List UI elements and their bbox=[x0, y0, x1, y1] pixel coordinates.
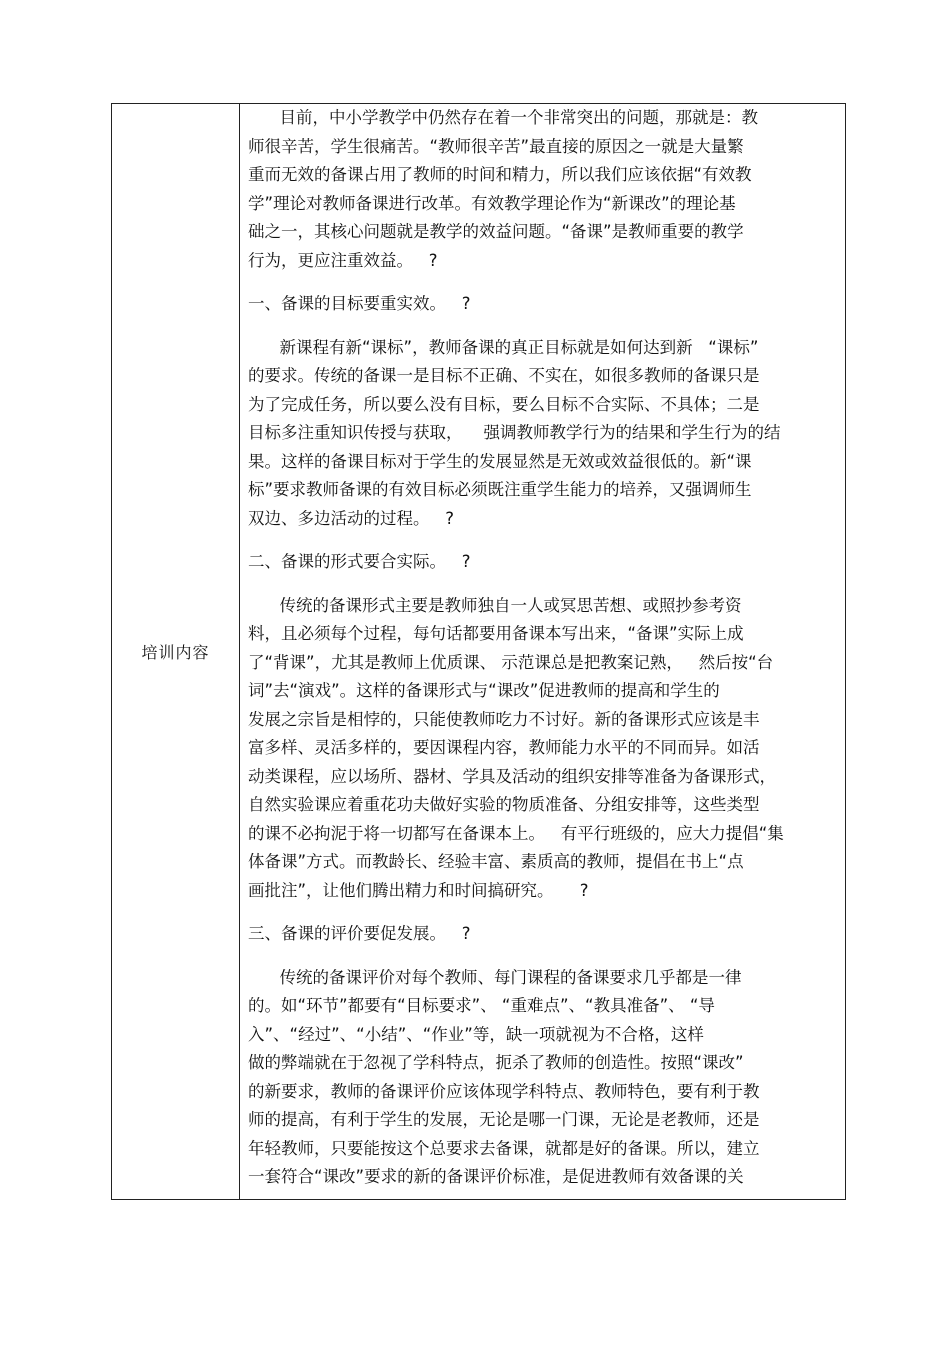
text-line: 的课不必拘泥于将一切都写在备课本上。 有平行班级的，应大力提倡“集 bbox=[248, 823, 784, 843]
text-line: 画批注”，让他们腾出精力和时间搞研究。 ? bbox=[248, 880, 589, 900]
row-label: 培训内容 bbox=[141, 643, 210, 662]
text-line: 富多样、灵活多样的，要因课程内容，教师能力水平的不同而异。如活 bbox=[248, 738, 760, 757]
text-line: 为了完成任务，所以要么没有目标，要么目标不合实际、不具体；二是 bbox=[248, 394, 760, 414]
text-line: 做的弊端就在于忽视了学科特点，扼杀了教师的创造性。按照“课改” bbox=[248, 1053, 744, 1072]
text-line: 础之一，其核心问题就是教学的效益问题。“备课”是教师重要的教学 bbox=[248, 222, 744, 241]
text-line: 学”理论对教师备课进行改革。有效教学理论作为“新课改”的理论基 bbox=[248, 193, 736, 213]
text-line: 体备课”方式。而教龄长、经验丰富、素质高的教师，提倡在书上“点 bbox=[248, 852, 744, 871]
text-line: 入”、“经过”、“小结”、“作业”等，缺一项就视为不合格，这样 bbox=[248, 1024, 704, 1044]
text-line: 的。如“环节”都要有“目标要求”、 “重难点”、“教具准备”、 “导 bbox=[248, 996, 715, 1015]
paragraph bbox=[248, 334, 845, 534]
text-line: 目标多注重知识传授与获取， 强调教师教学行为的结果和学生行为的结 bbox=[248, 423, 781, 442]
text-line: 三、备课的评价要促发展。 ? bbox=[248, 924, 471, 943]
text-line: 自然实验课应着重花功夫做好实验的物质准备、分组安排等，这些类型 bbox=[248, 795, 760, 814]
text-line: 二、备课的形式要合实际。 ? bbox=[248, 552, 471, 571]
text-line: 了“背课”，尤其是教师上优质课、 示范课总是把教案记熟， 然后按“台 bbox=[248, 652, 774, 672]
text-line: 标”要求教师备课的有效目标必须既注重学生能力的培养，又强调师生 bbox=[248, 480, 752, 499]
paragraph-gap bbox=[248, 577, 845, 592]
text-line: 动类课程，应以场所、器材、学具及活动的组织安排等准备为备课形式， bbox=[248, 766, 776, 786]
text-line: 年轻教师，只要能按这个总要求去备课，就都是好的备课。所以，建立 bbox=[248, 1138, 760, 1158]
text-line: 的要求。传统的备课一是目标不正确、不实在，如很多教师的备课只是 bbox=[248, 366, 760, 385]
text-line: 师很辛苦，学生很痛苦。“教师很辛苦”最直接的原因之一就是大量繁 bbox=[248, 136, 744, 156]
training-table bbox=[111, 103, 846, 1200]
text-line: 发展之宗旨是相悖的，只能使教师吃力不讨好。新的备课形式应该是丰 bbox=[248, 709, 760, 729]
paragraph bbox=[248, 548, 845, 577]
paragraph-gap bbox=[248, 275, 845, 290]
text-line: 的新要求，教师的备课评价应该体现学科特点、教师特色，要有利于教 bbox=[248, 1081, 760, 1101]
paragraph-gap bbox=[248, 949, 845, 964]
paragraph bbox=[248, 592, 845, 906]
text-line: 重而无效的备课占用了教师的时间和精力，所以我们应该依据“有效教 bbox=[248, 165, 752, 184]
text-line: 师的提高，有利于学生的发展，无论是哪一门课，无论是老教师，还是 bbox=[248, 1110, 760, 1129]
text-line: 新课程有新“课标”，教师备课的真正目标就是如何达到新 “课标” bbox=[248, 337, 759, 357]
text-line: 料，且必须每个过程，每句话都要用备课本写出来，“备课”实际上成 bbox=[248, 624, 744, 643]
paragraph-gap bbox=[248, 533, 845, 548]
content-body bbox=[248, 104, 845, 1192]
paragraph bbox=[248, 964, 845, 1192]
paragraph bbox=[248, 104, 845, 275]
content-cell bbox=[240, 104, 845, 1199]
text-line: 词”去“演戏”。这样的备课形式与“课改”促进教师的提高和学生的 bbox=[248, 681, 720, 700]
text-line: 传统的备课形式主要是教师独自一人或冥思苦想、或照抄参考资 bbox=[248, 595, 742, 615]
text-line: 行为，更应注重效益。 ? bbox=[248, 250, 438, 270]
paragraph bbox=[248, 290, 845, 319]
paragraph bbox=[248, 920, 845, 949]
text-line: 果。这样的备课目标对于学生的发展显然是无效或效益很低的。新“课 bbox=[248, 451, 752, 471]
paragraph-gap bbox=[248, 319, 845, 334]
paragraph-gap bbox=[248, 905, 845, 920]
text-line: 一套符合“课改”要求的新的备课评价标准，是促进教师有效备课的关 bbox=[248, 1167, 744, 1186]
text-line: 双边、多边活动的过程。 ? bbox=[248, 508, 454, 528]
text-line: 目前，中小学教学中仍然存在着一个非常突出的问题，那就是：教 bbox=[248, 108, 758, 127]
text-line: 传统的备课评价对每个教师、每门课程的备课要求几乎都是一律 bbox=[248, 967, 742, 987]
row-label-cell bbox=[112, 104, 240, 1199]
text-line: 一、备课的目标要重实效。 ? bbox=[248, 294, 471, 313]
